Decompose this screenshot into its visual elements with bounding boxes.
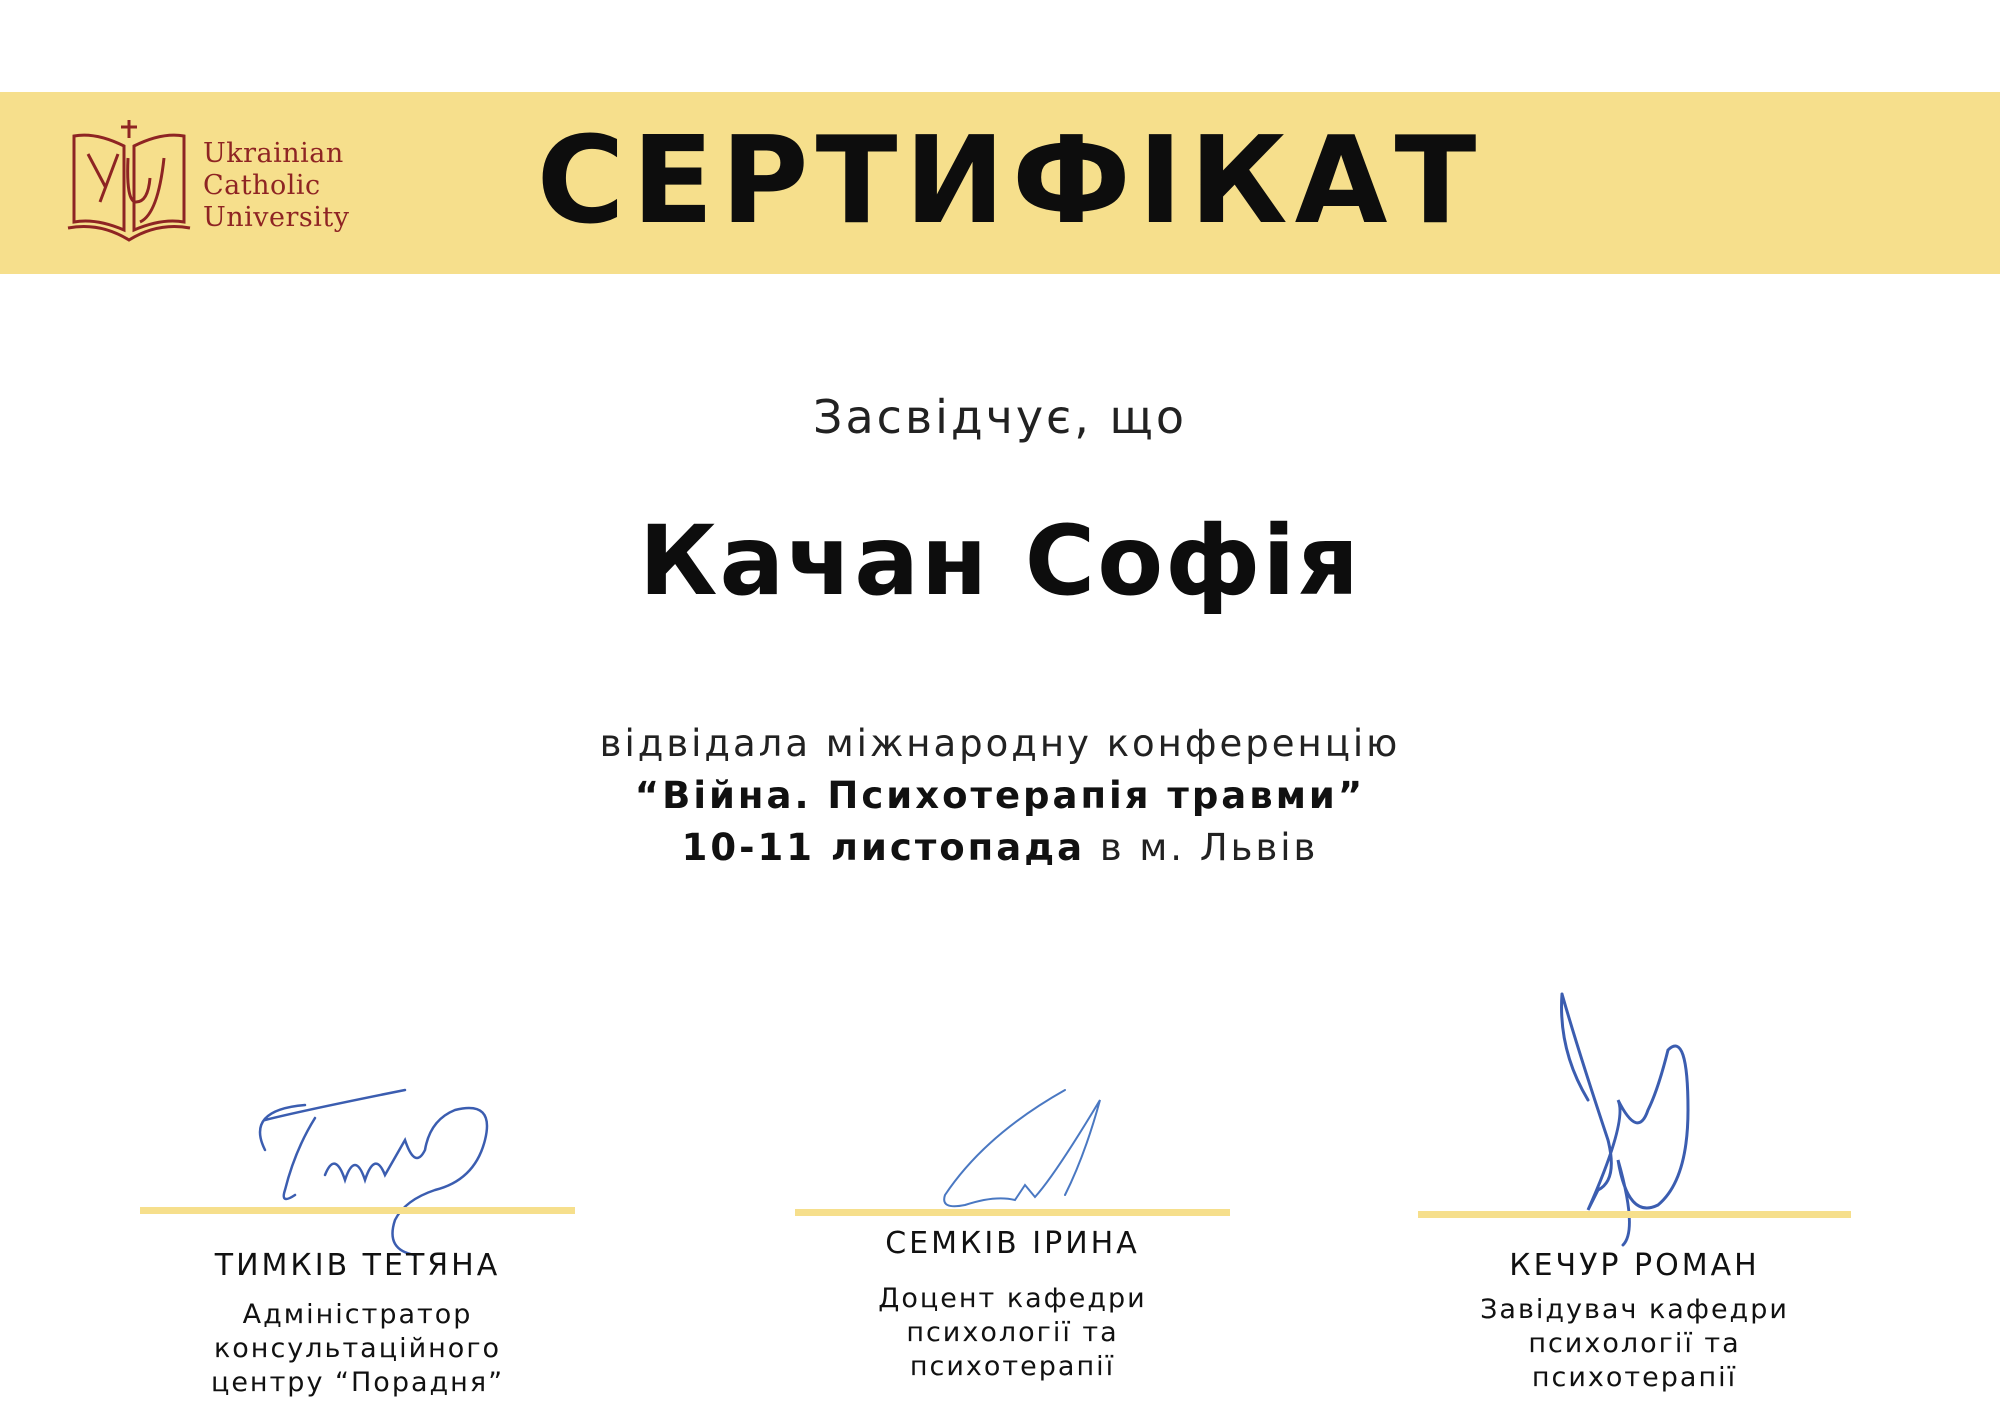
event-attended-line: відвідала міжнародну конференцію: [599, 722, 1401, 765]
signature-line-2: [795, 1209, 1230, 1216]
role-line: Доцент кафедри: [878, 1283, 1147, 1314]
role-line: Завідувач кафедри: [1480, 1294, 1789, 1325]
signatory-3: [1418, 990, 1851, 1410]
event-place: в м. Львів: [1085, 826, 1319, 869]
logo-line-3: University: [203, 202, 350, 233]
ucu-emblem-icon: [66, 118, 192, 248]
certificate-title: СЕРТИФІКАТ: [536, 112, 1484, 251]
event-title: “Війна. Психотерапія травми”: [634, 774, 1366, 817]
event-dates: 10-11 листопада: [681, 826, 1086, 869]
recipient-name: Качан Софія: [639, 505, 1361, 617]
role-line: психотерапії: [909, 1351, 1116, 1382]
ucu-logo: [66, 118, 356, 248]
signatory-1-name: ТИМКІВ ТЕТЯНА: [214, 1248, 501, 1283]
signatory-1: [140, 1080, 575, 1410]
signature-1: [255, 1080, 515, 1260]
certifies-text: Засвідчує, що: [812, 390, 1188, 444]
ucu-wordmark: [203, 138, 350, 234]
role-line: Адміністратор: [242, 1299, 473, 1330]
role-line: психотерапії: [1531, 1362, 1738, 1393]
event-date-place: [0, 822, 2000, 874]
event-description: [0, 718, 2000, 874]
signatory-1-role: [140, 1298, 575, 1400]
logo-line-1: Ukrainian: [203, 138, 344, 169]
signature-line-3: [1418, 1211, 1851, 1218]
signature-2: [925, 1085, 1145, 1215]
role-line: психології та: [1528, 1328, 1741, 1359]
signature-line-1: [140, 1207, 575, 1214]
logo-line-2: Catholic: [203, 170, 321, 201]
signatory-2-role: [795, 1282, 1230, 1384]
signatory-3-role: [1418, 1293, 1851, 1395]
signatory-3-name: КЕЧУР РОМАН: [1509, 1248, 1760, 1283]
role-line: психології та: [906, 1317, 1119, 1348]
role-line: центру “Порадня”: [210, 1367, 505, 1398]
signatory-2: [795, 1080, 1230, 1410]
role-line: консультаційного: [213, 1333, 502, 1364]
signatory-2-name: СЕМКІВ ІРИНА: [885, 1226, 1140, 1261]
